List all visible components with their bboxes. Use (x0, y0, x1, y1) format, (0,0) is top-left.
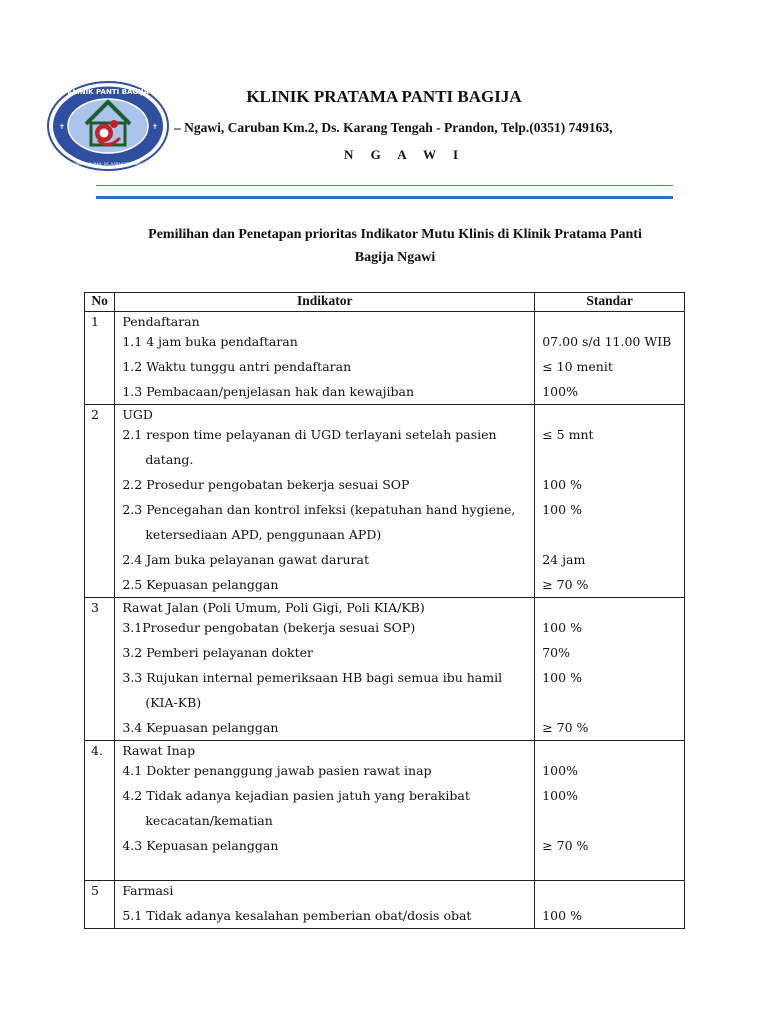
indicator-item (122, 502, 534, 552)
standard-value: 100 % (542, 502, 582, 517)
indicator-item: 2.2 Prosedur pengobatan bekerja sesuai SOP (122, 477, 410, 492)
section-standards (535, 598, 685, 741)
standard-value: 100 % (542, 670, 582, 685)
indicator-item: 3.1Prosedur pengobatan (bekerja sesuai SOP) (122, 620, 416, 635)
indicator-item: 1.3 Pembacaan/penjelasan hak dan kewajiban (122, 384, 415, 399)
logo-cross-right: ✝ (152, 123, 158, 131)
indicator-item: 2.4 Jam buka pelayanan gawat darurat (122, 552, 369, 567)
indicator-item: 1.1 4 jam buka pendaftaran (122, 334, 298, 349)
section-standards (535, 405, 685, 598)
standard-value: ≤ 10 menit (542, 359, 613, 374)
indicator-text: 2.1 respon time pelayanan di UGD terlayani setelah pasien (122, 427, 497, 442)
standard-value: 100% (542, 384, 578, 399)
standard-value: 07.00 s/d 11.00 WIB (542, 334, 672, 349)
indicator-item (122, 670, 534, 720)
indicator-item: 3.2 Pemberi pelayanan dokter (122, 645, 314, 660)
indicator-item: 5.1 Tidak adanya kesalahan pemberian obat/dosis obat (122, 908, 472, 923)
section-name: Farmasi (122, 883, 174, 898)
section-name: Rawat Jalan (Poli Umum, Poli Gigi, Poli KIA/KB) (122, 600, 425, 615)
logo-text: KLINIK PANTI BAGIJA (67, 88, 149, 96)
standard-value: ≥ 70 % (542, 720, 589, 735)
indicator-text: 2.3 Pencegahan dan kontrol infeksi (kepatuhan hand hygiene, (122, 502, 516, 517)
header-indikator: Indikator (115, 293, 535, 312)
indicator-text-continued: datang. (145, 452, 194, 467)
section-number: 2 (85, 405, 115, 598)
indicator-item: 4.1 Dokter penanggung jawab pasien rawat inap (122, 763, 432, 778)
indicator-text-continued: (KIA-KB) (145, 695, 202, 710)
standard-value: 100% (542, 788, 578, 803)
table-row (85, 598, 685, 741)
indicator-table (84, 292, 685, 929)
header-rule-thin (96, 185, 673, 186)
section-name: UGD (122, 407, 153, 422)
standard-value: 100% (542, 763, 578, 778)
table-header-row (85, 293, 685, 312)
section-number: 1 (85, 312, 115, 405)
table-row (85, 312, 685, 405)
indicator-text: 4.2 Tidak adanya kejadian pasien jatuh yang berakibat (122, 788, 470, 803)
indicator-text-continued: ketersediaan APD, penggunaan APD) (145, 527, 382, 542)
table-row (85, 405, 685, 598)
section-indicators (115, 598, 535, 741)
table-row (85, 741, 685, 881)
indicator-item: 2.5 Kepuasan pelanggan (122, 577, 279, 592)
indicator-text-continued: kecacatan/kematian (145, 813, 273, 828)
logo-cross-left: ✝ (59, 123, 65, 131)
table-row (85, 881, 685, 929)
indicator-item (122, 788, 534, 838)
header-rule-thick (96, 196, 673, 199)
section-indicators (115, 881, 535, 929)
document-title (110, 223, 680, 269)
section-standards (535, 881, 685, 929)
document-title-line2: Bagija Ngawi (354, 250, 436, 265)
clinic-city: N G A W I (344, 147, 466, 162)
standard-value: ≥ 70 % (542, 577, 589, 592)
standard-value: 24 jam (542, 552, 586, 567)
header-standar: Standar (535, 293, 685, 312)
standard-value: 100 % (542, 477, 582, 492)
section-indicators (115, 741, 535, 881)
section-standards (535, 312, 685, 405)
section-name: Rawat Inap (122, 743, 196, 758)
indicator-text: 3.3 Rujukan internal pemeriksaan HB bagi semua ibu hamil (122, 670, 503, 685)
indicator-item: 1.2 Waktu tunggu antri pendaftaran (122, 359, 352, 374)
section-number: 5 (85, 881, 115, 929)
section-indicators (115, 312, 535, 405)
standard-value: 70% (542, 645, 571, 660)
section-name: Pendaftaran (122, 314, 200, 329)
standard-value: 100 % (542, 620, 582, 635)
section-standards (535, 741, 685, 881)
header-no: No (85, 293, 115, 312)
clinic-name: KLINIK PRATAMA PANTI BAGIJA (246, 87, 522, 106)
standard-value: ≤ 5 mnt (542, 427, 594, 442)
logo-subtext: JL.RAYA NGAWI-CARUBAN, DS. KARANGTENGAH PRANDON (55, 162, 161, 166)
section-number: 4. (85, 741, 115, 881)
document-title-line1: Pemilihan dan Penetapan prioritas Indikator Mutu Klinis di Klinik Pratama Panti (148, 227, 642, 242)
indicator-item: 4.3 Kepuasan pelanggan (122, 838, 279, 853)
clinic-address: – Ngawi, Caruban Km.2, Ds. Karang Tengah - Prandon, Telp.(0351) 749163, (174, 120, 613, 135)
standard-value: 100 % (542, 908, 582, 923)
standard-value: ≥ 70 % (542, 838, 589, 853)
section-number: 3 (85, 598, 115, 741)
section-indicators (115, 405, 535, 598)
indicator-item (122, 427, 534, 477)
indicator-item: 3.4 Kepuasan pelanggan (122, 720, 279, 735)
